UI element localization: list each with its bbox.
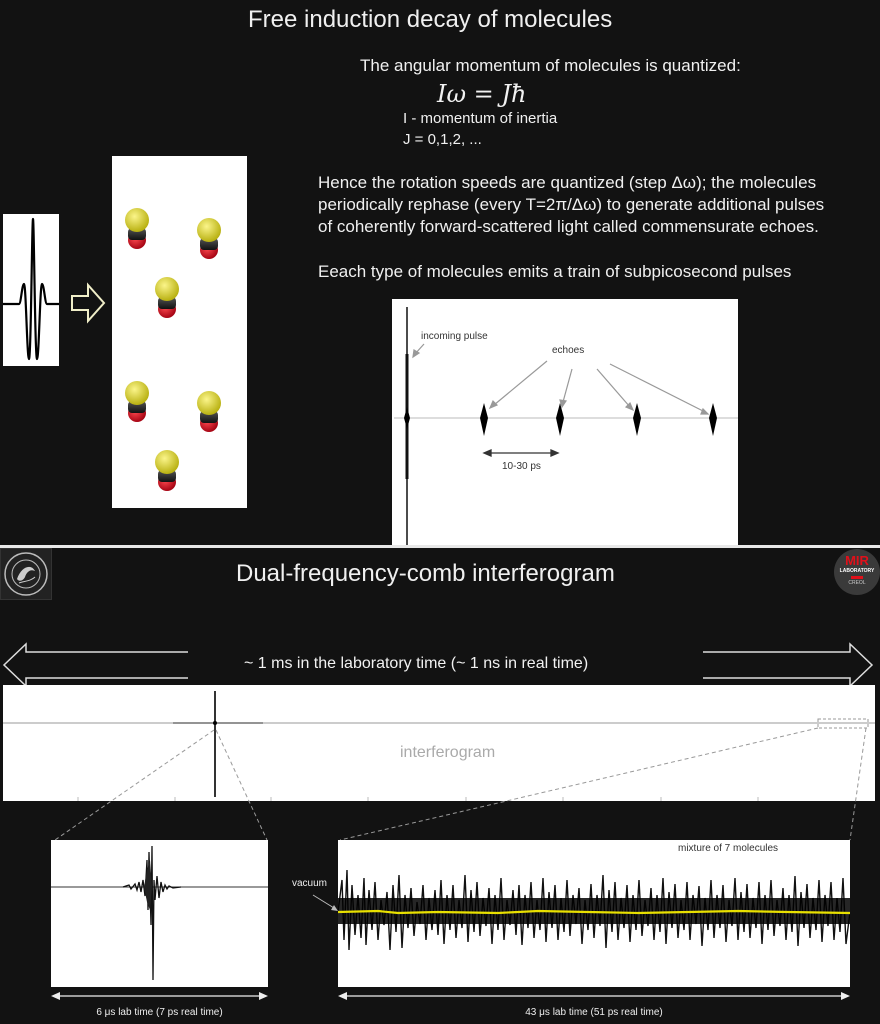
equation: Iω = Jħ [437,80,527,108]
intro-text: The angular momentum of molecules is quantized: [360,56,741,75]
def-j: J = 0,1,2, ... [403,131,482,148]
spacing-arrow [484,450,558,456]
rephase-paragraph [318,172,824,238]
pulse-train-text: Eeach type of molecules emits a train of subpicosecond pulses [318,262,792,281]
pulse-waveform-panel [3,214,59,366]
vacuum-pointer-arrow [310,893,340,915]
right-arrow-icon [70,282,106,324]
centerburst-zoom-plot [51,840,268,987]
mixture-label: mixture of 7 molecules [678,843,779,854]
incoming-pulse-label: incoming pulse [421,331,488,342]
right-span-arrow [338,991,850,1001]
slide1-title: Free induction decay of molecules [248,6,613,33]
paragraph-line: of coherently forward-scattered light called commensurate echoes. [318,217,819,236]
zoom-connectors [0,700,880,845]
echoes-label: echoes [552,345,585,356]
slide2-title: Dual-frequency-comb interferogram [236,560,615,587]
vacuum-label: vacuum [292,878,328,889]
def-inertia: I - momentum of inertia [403,110,558,127]
left-zoom-caption: 6 μs lab time (7 ps real time) [96,1007,223,1018]
paragraph-line: periodically rephase (every T=2π/Δω) to generate additional pulses [318,195,825,214]
time-span-label: ~ 1 ms in the laboratory time (~ 1 ns in real time) [244,655,589,672]
mir-logo-org: CREOL [848,580,866,586]
spacing-label: 10-30 ps [502,461,541,472]
echo-pulses [480,403,717,436]
university-seal-logo [0,548,52,600]
mir-logo-mark [851,576,863,579]
mixture-zoom-plot [338,840,850,987]
left-span-arrow [51,991,268,1001]
pulse-waveform-icon [3,214,59,366]
interferogram-label: interferogram [400,744,496,761]
molecules-panel [112,156,247,508]
paragraph-line: Hence the rotation speeds are quantized (step Δω); the molecules [318,173,817,192]
echoes-diagram [392,299,738,545]
mir-lab-logo [834,549,880,595]
slide-divider [0,545,880,548]
right-zoom-caption: 43 μs lab time (51 ps real time) [525,1007,663,1018]
mir-logo-name: MIR [845,553,869,568]
mir-logo-sub: LABORATORY [839,568,875,574]
molecules-illustration [112,156,247,508]
